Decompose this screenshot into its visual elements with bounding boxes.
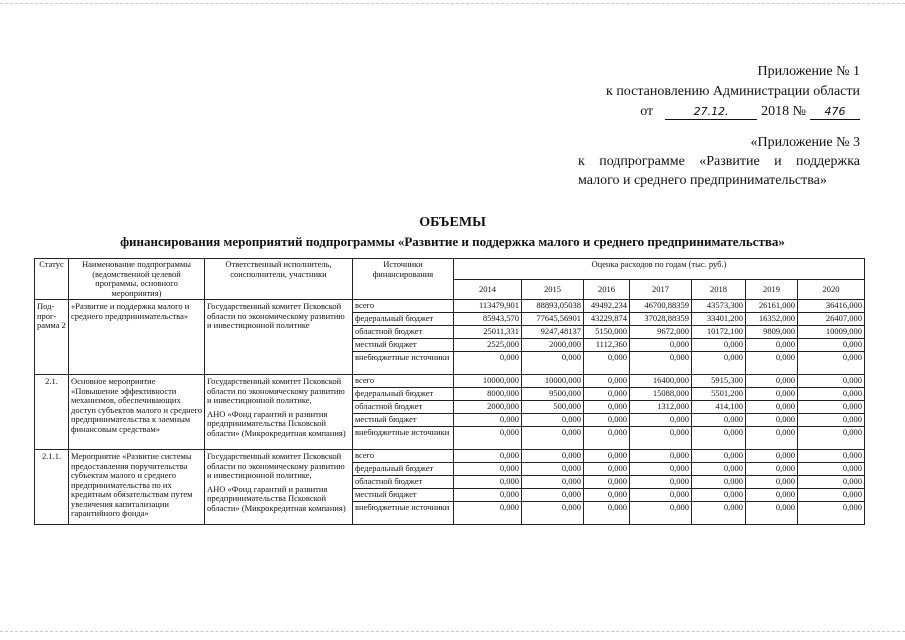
value-cell: 0,000 (692, 352, 746, 375)
name-cell: Мероприятие «Развитие системы предоставления поручительства субъектам малого и среднего предпринимательства по их кредитным обязательствам путем увеличения капитализации гарантийного фонда» (69, 450, 205, 525)
value-cell: 0,000 (746, 414, 798, 427)
value-cell: 16352,000 (746, 313, 798, 326)
value-cell: 0,000 (630, 463, 692, 476)
value-cell: 0,000 (798, 339, 865, 352)
value-cell: 0,000 (746, 427, 798, 450)
value-cell: 0,000 (798, 502, 865, 525)
value-cell: 1112,360 (584, 339, 630, 352)
value-cell: 49492,234 (584, 300, 630, 313)
source-label: федеральный бюджет (353, 388, 454, 401)
value-cell: 0,000 (522, 414, 584, 427)
value-cell: 0,000 (798, 476, 865, 489)
value-cell: 113479,901 (454, 300, 522, 313)
appendix-block (560, 62, 860, 122)
value-cell: 0,000 (746, 463, 798, 476)
executor-text: АНО «Фонд гарантий и развития предпринимательства Псковской области» (Микрокредитная компания) (207, 408, 346, 438)
source-label: всего (353, 375, 454, 388)
header-estimate: Оценка расходов по годам (тыс. руб.) (454, 259, 865, 280)
value-cell: 0,000 (798, 414, 865, 427)
value-cell: 5150,000 (584, 326, 630, 339)
value-cell: 10009,000 (798, 326, 865, 339)
source-label: областной бюджет (353, 401, 454, 414)
year-cell: 2016 (584, 280, 630, 300)
appendix-title: Приложение № 1 (757, 64, 860, 79)
value-cell: 0,000 (522, 463, 584, 476)
value-cell: 10000,000 (454, 375, 522, 388)
source-label: федеральный бюджет (353, 463, 454, 476)
value-cell: 0,000 (746, 339, 798, 352)
value-cell: 2000,000 (454, 401, 522, 414)
value-cell: 0,000 (522, 352, 584, 375)
source-label: внебюджетные источники (353, 427, 454, 450)
value-cell: 0,000 (746, 375, 798, 388)
value-cell: 1312,000 (630, 401, 692, 414)
status-cell: 2.1.1. (35, 450, 69, 525)
subprogram-reference (578, 133, 860, 190)
status-cell: 2.1. (35, 375, 69, 450)
value-cell: 26161,000 (746, 300, 798, 313)
value-cell: 0,000 (454, 427, 522, 450)
value-cell: 0,000 (630, 502, 692, 525)
value-cell: 9809,000 (746, 326, 798, 339)
year-cell: 2015 (522, 280, 584, 300)
source-label: местный бюджет (353, 339, 454, 352)
year-cell: 2018 (692, 280, 746, 300)
value-cell: 10172,100 (692, 326, 746, 339)
handwritten-number: 476 (810, 105, 860, 120)
value-cell: 0,000 (692, 427, 746, 450)
year-cell: 2019 (746, 280, 798, 300)
source-label: всего (353, 300, 454, 313)
value-cell: 37028,88359 (630, 313, 692, 326)
document-subtitle: финансирования мероприятий подпрограммы «Развитие и поддержка малого и среднего предпринимательства» (120, 234, 785, 249)
value-cell: 0,000 (454, 489, 522, 502)
value-cell: 8000,000 (454, 388, 522, 401)
source-label: всего (353, 450, 454, 463)
value-cell: 0,000 (746, 502, 798, 525)
value-cell: 0,000 (692, 489, 746, 502)
value-cell: 0,000 (584, 414, 630, 427)
source-label: федеральный бюджет (353, 313, 454, 326)
document-title: ОБЪЕМЫ (419, 215, 486, 230)
value-cell: 10000,000 (522, 375, 584, 388)
value-cell: 0,000 (798, 489, 865, 502)
value-cell: 0,000 (692, 339, 746, 352)
value-cell: 2525,000 (454, 339, 522, 352)
scan-bottom-edge (0, 631, 905, 632)
header-status: Статус (35, 259, 69, 300)
value-cell: 0,000 (630, 352, 692, 375)
value-cell: 46700,88359 (630, 300, 692, 313)
value-cell: 0,000 (798, 427, 865, 450)
executor-text: Государственный комитет Псковской области по экономическому развитию и инвестиционной политике, (207, 376, 345, 405)
executor-text: Государственный комитет Псковской области по экономическому развитию и инвестиционной политике (207, 301, 345, 330)
value-cell: 0,000 (798, 388, 865, 401)
value-cell: 0,000 (630, 339, 692, 352)
from-label: от (640, 104, 654, 119)
value-cell: 0,000 (692, 502, 746, 525)
header-sources: Источники финансирования (353, 259, 454, 300)
value-cell: 0,000 (454, 502, 522, 525)
value-cell: 0,000 (630, 427, 692, 450)
status-cell: Под-прог-рамма 2 (35, 300, 69, 375)
scan-top-edge (0, 3, 905, 4)
value-cell: 0,000 (798, 463, 865, 476)
header-executor: Ответственный исполнитель, соисполнители, участники (205, 259, 353, 300)
value-cell: 0,000 (454, 414, 522, 427)
executor-text: АНО «Фонд гарантий и развития предпринимательства Псковской области» (Микрокредитная компания) (207, 483, 346, 513)
value-cell: 0,000 (692, 476, 746, 489)
year-cell: 2017 (630, 280, 692, 300)
value-cell: 0,000 (746, 450, 798, 463)
value-cell: 36416,000 (798, 300, 865, 313)
value-cell: 25011,331 (454, 326, 522, 339)
source-label: областной бюджет (353, 476, 454, 489)
value-cell: 0,000 (522, 450, 584, 463)
executor-cell (205, 375, 353, 450)
value-cell: 500,000 (522, 401, 584, 414)
table-row (35, 450, 865, 463)
table-row (35, 300, 865, 313)
source-label: внебюджетные источники (353, 352, 454, 375)
source-label: областной бюджет (353, 326, 454, 339)
value-cell: 0,000 (584, 502, 630, 525)
value-cell: 0,000 (584, 401, 630, 414)
value-cell: 0,000 (522, 489, 584, 502)
value-cell: 77645,56901 (522, 313, 584, 326)
header-name: Наименование подпрограммы (ведомственной целевой программы, основного мероприятия) (69, 259, 205, 300)
value-cell: 88893,05038 (522, 300, 584, 313)
value-cell: 33401,200 (692, 313, 746, 326)
subprogram-appendix: «Приложение № 3 (750, 135, 860, 150)
value-cell: 0,000 (630, 489, 692, 502)
year-cell: 2014 (454, 280, 522, 300)
value-cell: 43573,300 (692, 300, 746, 313)
name-cell: Основное мероприятие «Повышение эффективности механизмов, обеспечивающих доступ субъектов малого и среднего предпринимательства к заемным финансовым средствам» (69, 375, 205, 450)
executor-cell (205, 450, 353, 525)
header-row (35, 259, 865, 280)
value-cell: 5915,300 (692, 375, 746, 388)
table-body (35, 300, 865, 525)
value-cell: 0,000 (522, 427, 584, 450)
value-cell: 43229,874 (584, 313, 630, 326)
handwritten-date: 27.12. (665, 105, 757, 120)
value-cell: 0,000 (798, 450, 865, 463)
value-cell: 0,000 (584, 388, 630, 401)
table-row (35, 375, 865, 388)
value-cell: 0,000 (584, 427, 630, 450)
value-cell: 16400,000 (630, 375, 692, 388)
value-cell: 0,000 (584, 489, 630, 502)
value-cell: 0,000 (584, 450, 630, 463)
value-cell: 9672,000 (630, 326, 692, 339)
appendix-date-line (560, 102, 860, 122)
value-cell: 0,000 (584, 463, 630, 476)
subprogram-line: к подпрограмме «Развитие и поддержка (578, 154, 860, 169)
value-cell: 15088,000 (630, 388, 692, 401)
value-cell: 0,000 (746, 476, 798, 489)
value-cell: 0,000 (746, 388, 798, 401)
subprogram-name: малого и среднего предпринимательства» (578, 173, 827, 188)
executor-text: Государственный комитет Псковской области по экономическому развитию и инвестиционной политике, (207, 451, 345, 480)
value-cell: 9500,000 (522, 388, 584, 401)
value-cell: 2000,000 (522, 339, 584, 352)
value-cell: 0,000 (454, 352, 522, 375)
executor-cell (205, 300, 353, 375)
value-cell: 9247,48137 (522, 326, 584, 339)
value-cell: 0,000 (746, 489, 798, 502)
value-cell: 0,000 (522, 502, 584, 525)
financing-table (34, 258, 865, 525)
value-cell: 0,000 (692, 463, 746, 476)
value-cell: 0,000 (798, 401, 865, 414)
value-cell: 26407,000 (798, 313, 865, 326)
value-cell: 0,000 (522, 476, 584, 489)
value-cell: 0,000 (798, 352, 865, 375)
value-cell: 0,000 (692, 450, 746, 463)
year-cell: 2020 (798, 280, 865, 300)
value-cell: 85943,570 (454, 313, 522, 326)
value-cell: 0,000 (630, 414, 692, 427)
value-cell: 0,000 (798, 375, 865, 388)
year-number-label: 2018 № (761, 104, 806, 119)
value-cell: 5501,200 (692, 388, 746, 401)
value-cell: 0,000 (454, 463, 522, 476)
source-label: внебюджетные источники (353, 502, 454, 525)
value-cell: 0,000 (630, 450, 692, 463)
value-cell: 0,000 (584, 375, 630, 388)
value-cell: 0,000 (584, 476, 630, 489)
value-cell: 0,000 (454, 476, 522, 489)
value-cell: 0,000 (584, 352, 630, 375)
value-cell: 0,000 (454, 450, 522, 463)
source-label: местный бюджет (353, 489, 454, 502)
value-cell: 0,000 (692, 414, 746, 427)
appendix-resolution: к постановлению Администрации области (606, 84, 860, 99)
value-cell: 414,100 (692, 401, 746, 414)
value-cell: 0,000 (746, 401, 798, 414)
value-cell: 0,000 (630, 476, 692, 489)
name-cell: «Развитие и поддержка малого и среднего предпринимательства» (69, 300, 205, 375)
source-label: местный бюджет (353, 414, 454, 427)
value-cell: 0,000 (746, 352, 798, 375)
